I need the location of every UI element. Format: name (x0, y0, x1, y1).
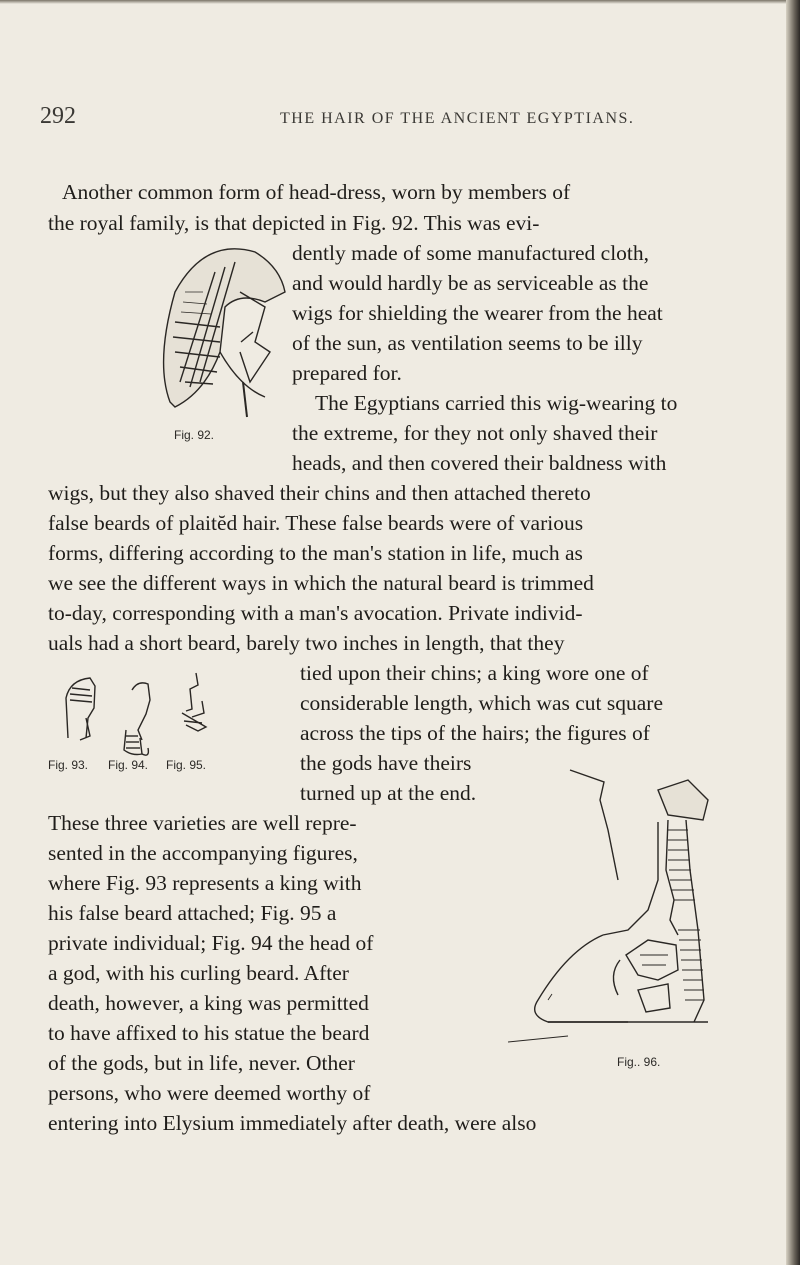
text-line: the extreme, for they not only shaved their (292, 421, 658, 445)
text-line: a god, with his curling beard. After (48, 961, 349, 985)
text-line: wigs for shielding the wearer from the heat (292, 301, 663, 325)
fig95-private-individual-illustration (172, 665, 232, 755)
text-line: and would hardly be as serviceable as the (292, 271, 649, 295)
text-line: prepared for. (292, 361, 402, 385)
text-line: death, however, a king was permitted (48, 991, 369, 1015)
text-line: sented in the accompanying figures, (48, 841, 358, 865)
page-number: 292 (40, 103, 76, 129)
text-line: to have affixed to his statue the beard (48, 1021, 370, 1045)
text-line: Another common form of head-dress, worn by members of (62, 180, 571, 204)
text-line: we see the different ways in which the natural beard is trimmed (48, 571, 594, 595)
fig93-caption: Fig. 93. (48, 758, 89, 772)
text-line: entering into Elysium immediately after death, were also (48, 1111, 537, 1135)
text-line: tied upon their chins; a king wore one of (300, 661, 649, 685)
text-line: of the sun, as ventilation seems to be illy (292, 331, 643, 355)
text-line: to-day, corresponding with a man's avocation. Private individ- (48, 601, 583, 625)
text-line: considerable length, which was cut square (300, 691, 663, 715)
text-line: of the gods, but in life, never. Other (48, 1051, 355, 1075)
text-line: across the tips of the hairs; the figures of (300, 721, 650, 745)
text-line: These three varieties are well repre- (48, 811, 357, 835)
text-line: false beards of plaitĕd hair. These false beards were of various (48, 511, 584, 535)
text-line: persons, who were deemed worthy of (48, 1081, 371, 1105)
text-line: The Egyptians carried this wig-wearing to (315, 391, 678, 415)
text-line: uals had a short beard, barely two inches in length, that they (48, 631, 565, 655)
text-line: the gods have theirs (300, 751, 472, 775)
text-line: dently made of some manufactured cloth, (292, 241, 650, 265)
fig92-headdress-illustration (145, 232, 295, 422)
fig94-caption: Fig. 94. (108, 758, 149, 772)
text-line: forms, differing according to the man's station in life, much as (48, 541, 583, 565)
text-line: his false beard attached; Fig. 95 a (48, 901, 337, 925)
top-rule (0, 0, 800, 4)
text-line: heads, and then covered their baldness with (292, 451, 667, 475)
fig96-statue-illustration (508, 760, 748, 1055)
running-title: THE HAIR OF THE ANCIENT EGYPTIANS. (280, 110, 635, 127)
page-edge (786, 0, 800, 1265)
text-line: turned up at the end. (300, 781, 477, 805)
text-line: private individual; Fig. 94 the head of (48, 931, 374, 955)
fig96-caption: Fig.. 96. (617, 1055, 661, 1069)
fig94-god-illustration (112, 670, 172, 760)
text-line: where Fig. 93 represents a king with (48, 871, 362, 895)
text-line: the royal family, is that depicted in Fig. 92. This was evi- (48, 211, 540, 235)
text-line: wigs, but they also shaved their chins and then attached thereto (48, 481, 591, 505)
fig93-king-illustration (50, 668, 110, 758)
fig95-caption: Fig. 95. (166, 758, 207, 772)
fig92-caption: Fig. 92. (174, 428, 215, 442)
